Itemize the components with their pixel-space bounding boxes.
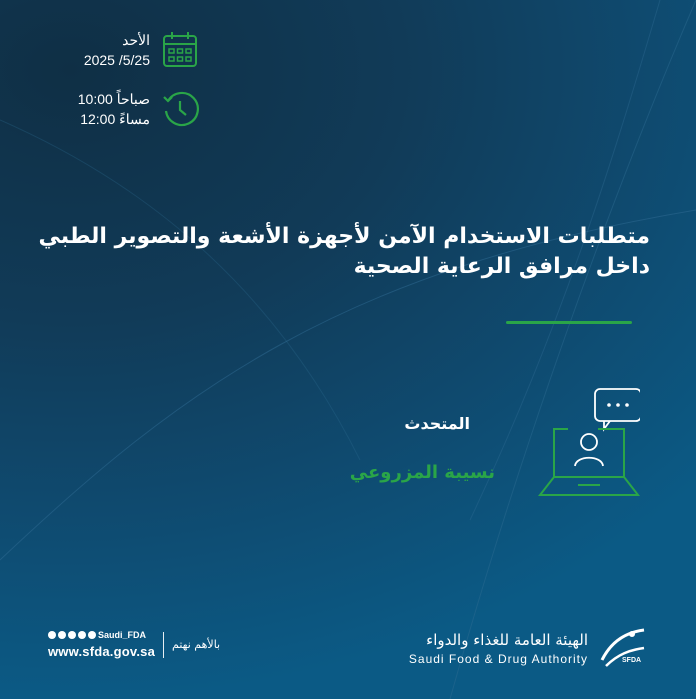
event-time-end: 12:00 مساءً (80, 111, 150, 127)
event-time-start: 10:00 صباحاً (77, 91, 150, 107)
org-name-ar: الهيئة العامة للغذاء والدواء (426, 631, 588, 649)
org-name (409, 629, 588, 667)
time-block (78, 89, 200, 129)
facebook-icon[interactable] (88, 631, 96, 639)
snapchat-icon[interactable] (78, 631, 86, 639)
event-date: 2025 /5/25 (83, 52, 150, 68)
youtube-icon[interactable] (58, 631, 66, 639)
org-name-en: Saudi Food & Drug Authority (408, 652, 588, 666)
sfda-logo-icon (598, 626, 648, 670)
event-title (0, 222, 650, 282)
calendar-icon (160, 30, 200, 70)
website-link[interactable]: www.sfda.gov.sa (48, 644, 156, 659)
org-branding (409, 626, 648, 670)
speaker-label: المتحدث (404, 414, 470, 433)
speaker-name: نسيبة المزروعي (349, 462, 495, 483)
twitter-icon[interactable] (48, 631, 56, 639)
footer-contacts (48, 630, 220, 659)
clock-icon (160, 89, 200, 129)
presenter-laptop-icon (538, 387, 640, 497)
social-block (48, 630, 155, 659)
date-block (84, 30, 200, 70)
event-title-line2: داخل مرافق الرعاية الصحية (353, 254, 650, 279)
social-handle[interactable]: Saudi_FDA (98, 630, 147, 640)
logo-text: SFDA (622, 657, 642, 664)
date-text (84, 30, 150, 70)
time-text (78, 89, 150, 129)
event-day: الأحد (122, 32, 150, 48)
footer-separator (163, 632, 164, 658)
title-divider (506, 321, 632, 324)
social-row (48, 630, 155, 640)
event-title-line1: متطلبات الاستخدام الآمن لأجهزة الأشعة والتصوير الطبي (38, 224, 650, 249)
instagram-icon[interactable] (68, 631, 76, 639)
tagline: بالأهم نهتم (172, 638, 221, 651)
